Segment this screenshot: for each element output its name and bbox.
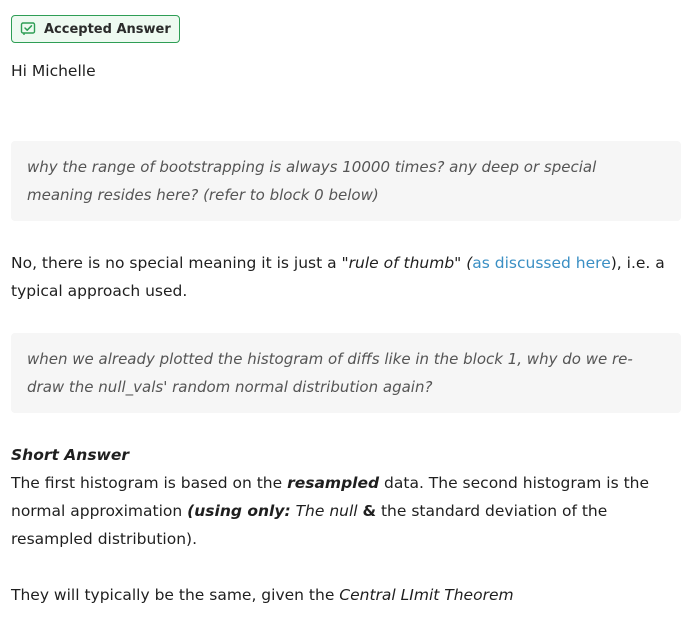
check-message-icon	[20, 21, 36, 37]
closing-text: They will typically be the same, given the	[11, 586, 340, 604]
answer-1-text: No, there is no special meaning it is just a	[11, 254, 342, 272]
quoted-question-2: when we already plotted the histogram of diffs like in the block 1, why do we re-draw the null_vals' random normal distribution again?	[11, 333, 681, 413]
discussion-link[interactable]: as discussed here	[472, 254, 611, 272]
using-only-text: (using only:	[187, 502, 291, 520]
accepted-answer-label: Accepted Answer	[44, 21, 171, 37]
short-answer-text-3: the standard deviation of the resampled distribution).	[11, 502, 608, 548]
paren-open: (	[461, 254, 473, 272]
resampled-text: resampled	[287, 474, 380, 492]
closing-paragraph	[11, 581, 681, 609]
short-answer-heading: Short Answer	[11, 446, 130, 464]
short-answer-text-2: data. The second histogram is the normal approximation	[11, 474, 650, 520]
accepted-answer-badge	[11, 15, 180, 43]
answer-1-tail: ), i.e. a typical approach used.	[11, 254, 665, 300]
greeting-text: Hi Michelle	[11, 62, 96, 80]
rule-of-thumb-text: "rule of thumb"	[341, 254, 462, 272]
ampersand-text: &	[362, 502, 377, 520]
clt-text: Central LImit Theorem	[339, 586, 514, 604]
the-null-text: The null	[290, 502, 363, 520]
answer-paragraph-1	[11, 249, 681, 305]
quoted-question-1: why the range of bootstrapping is always 10000 times? any deep or special meaning resides here? (refer to block 0 below)	[11, 141, 681, 221]
short-answer-section	[11, 441, 681, 553]
short-answer-text-1: The first histogram is based on the	[11, 474, 288, 492]
short-answer-body	[11, 469, 681, 553]
